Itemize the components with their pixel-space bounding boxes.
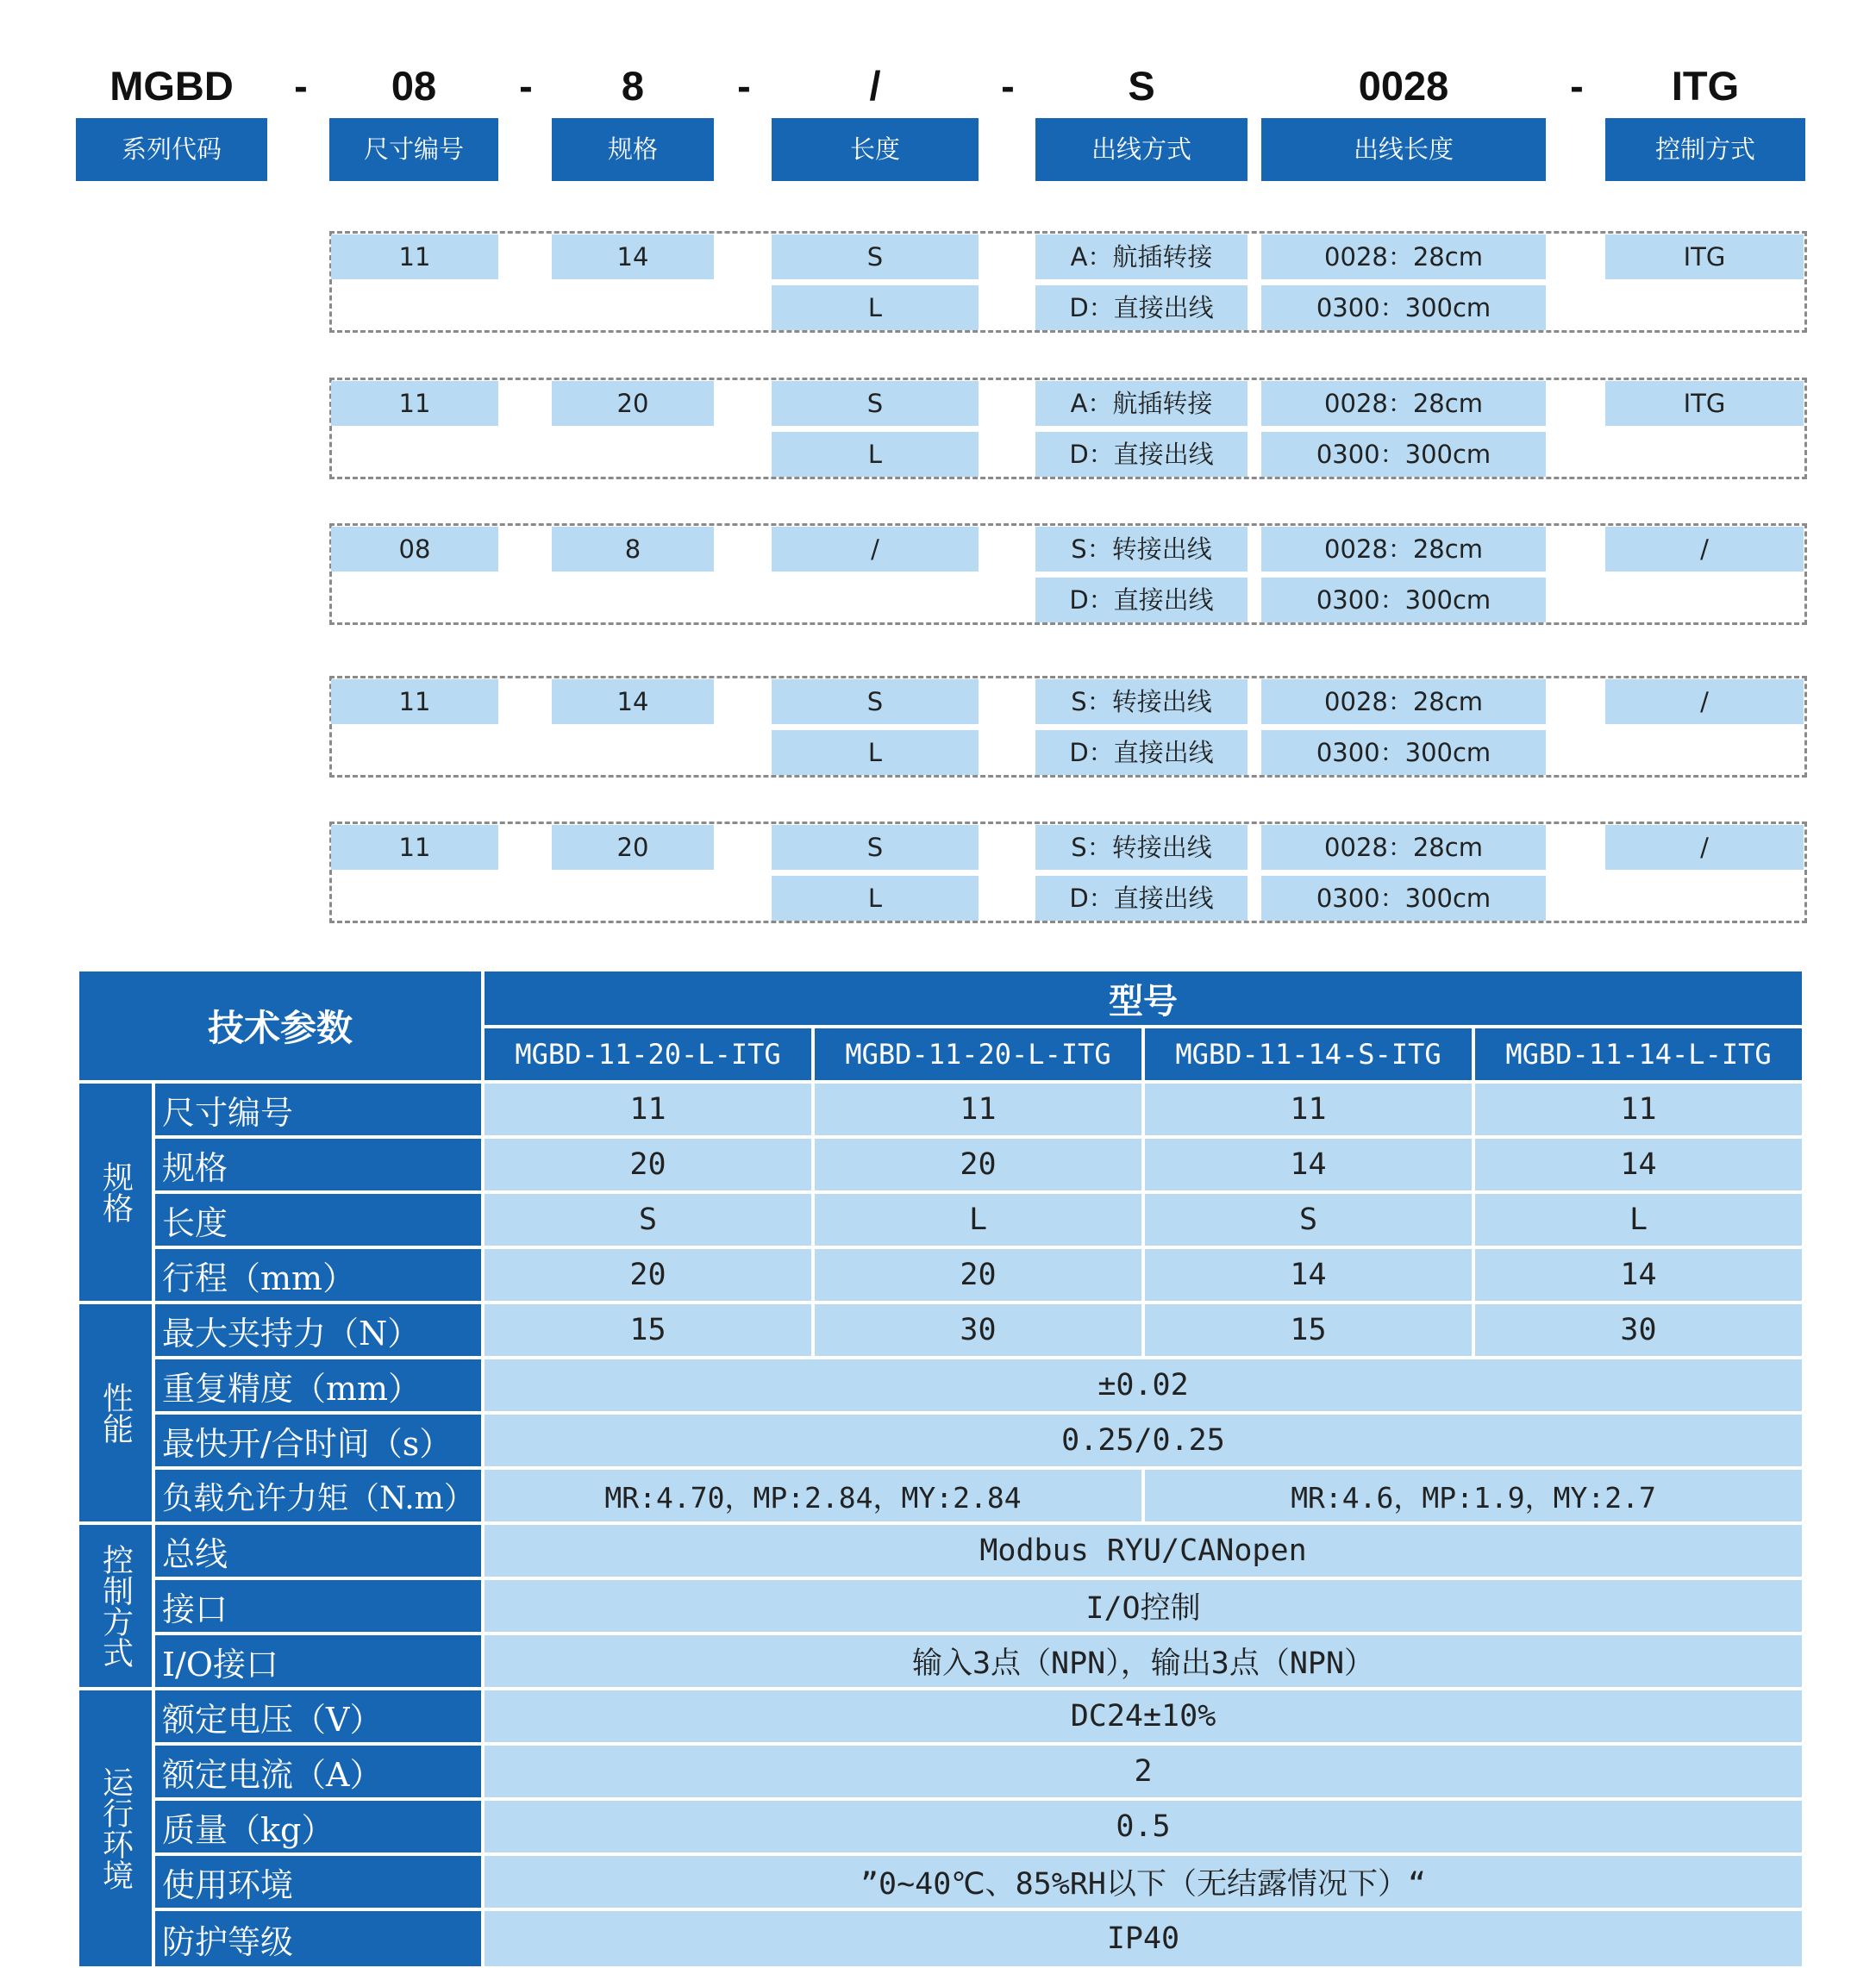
table-cell: L <box>1473 1192 1804 1247</box>
option-spec: 14 <box>552 234 714 279</box>
row-label: 质量（kg） <box>153 1799 483 1854</box>
table-cell: 11 <box>1143 1082 1473 1137</box>
option-outlet: D：直接出线 <box>1035 578 1248 622</box>
label-size-number: 尺寸编号 <box>329 118 498 181</box>
row-label: 额定电流（A） <box>153 1744 483 1799</box>
option-outlet: D：直接出线 <box>1035 730 1248 775</box>
table-cell-merged: MR:4.70，MP:2.84，MY:2.84 <box>483 1468 1143 1523</box>
row-label: 行程（mm） <box>153 1247 483 1303</box>
option-outlet: A：航插转接 <box>1035 234 1248 279</box>
category-control: 控制方式 <box>78 1523 153 1689</box>
model-column-header: MGBD-11-20-L-ITG <box>483 1027 813 1082</box>
table-cell: 30 <box>1473 1303 1804 1358</box>
category-performance: 性能 <box>78 1303 153 1523</box>
option-size: 11 <box>331 381 498 426</box>
option-outlet: D：直接出线 <box>1035 432 1248 477</box>
option-cable-length: 0300：300cm <box>1261 578 1546 622</box>
row-label: 长度 <box>153 1192 483 1247</box>
row-label: 总线 <box>153 1523 483 1578</box>
option-outlet: S：转接出线 <box>1035 679 1248 724</box>
row-label: 负载允许力矩（N.m） <box>153 1468 483 1523</box>
option-size: 11 <box>331 679 498 724</box>
table-cell-merged: 0.5 <box>483 1799 1804 1854</box>
table-cell-merged: MR:4.6，MP:1.9，MY:2.7 <box>1143 1468 1804 1523</box>
option-control: / <box>1605 679 1804 724</box>
option-cable-length: 0028：28cm <box>1261 234 1546 279</box>
table-cell-merged: ”0~40℃、85%RH以下（无结露情况下）“ <box>483 1854 1804 1909</box>
option-outlet: S：转接出线 <box>1035 527 1248 572</box>
table-cell: 20 <box>813 1137 1143 1192</box>
option-outlet: A：航插转接 <box>1035 381 1248 426</box>
table-cell-merged: 输入3点（NPN），输出3点（NPN） <box>483 1634 1804 1689</box>
row-label: 最快开/合时间（s） <box>153 1413 483 1468</box>
table-cell: 14 <box>1143 1247 1473 1303</box>
option-length: L <box>772 432 979 477</box>
table-cell-merged: ±0.02 <box>483 1358 1804 1413</box>
row-label: 防护等级 <box>153 1909 483 1968</box>
option-outlet: D：直接出线 <box>1035 876 1248 921</box>
code-separator: - <box>1570 63 1584 109</box>
table-cell: 15 <box>483 1303 813 1358</box>
option-spec: 8 <box>552 527 714 572</box>
option-cable-length: 0300：300cm <box>1261 876 1546 921</box>
row-label: 尺寸编号 <box>153 1082 483 1137</box>
option-size: 08 <box>331 527 498 572</box>
table-cell-merged: 0.25/0.25 <box>483 1413 1804 1468</box>
option-cable-length: 0028：28cm <box>1261 825 1546 870</box>
option-control: / <box>1605 825 1804 870</box>
option-size: 11 <box>331 234 498 279</box>
option-length: L <box>772 285 979 330</box>
code-part-outlet: S <box>1128 63 1155 109</box>
code-part-control: ITG <box>1671 63 1740 109</box>
option-control: ITG <box>1605 234 1804 279</box>
label-cable-length: 出线长度 <box>1261 118 1546 181</box>
table-cell-merged: 2 <box>483 1744 1804 1799</box>
option-length: S <box>772 679 979 724</box>
table-cell: S <box>483 1192 813 1247</box>
table-header-params: 技术参数 <box>78 970 483 1082</box>
option-spec: 20 <box>552 381 714 426</box>
table-cell: 20 <box>813 1247 1143 1303</box>
option-cable-length: 0300：300cm <box>1261 730 1546 775</box>
model-column-header: MGBD-11-20-L-ITG <box>813 1027 1143 1082</box>
option-spec: 14 <box>552 679 714 724</box>
option-cable-length: 0028：28cm <box>1261 679 1546 724</box>
table-cell: 11 <box>813 1082 1143 1137</box>
table-cell: 11 <box>1473 1082 1804 1137</box>
label-spec: 规格 <box>552 118 714 181</box>
label-length: 长度 <box>772 118 979 181</box>
option-length: L <box>772 730 979 775</box>
code-separator: - <box>737 63 751 109</box>
option-outlet: S：转接出线 <box>1035 825 1248 870</box>
table-cell: 11 <box>483 1082 813 1137</box>
option-control: ITG <box>1605 381 1804 426</box>
row-label: 接口 <box>153 1578 483 1634</box>
option-cable-length: 0028：28cm <box>1261 527 1546 572</box>
model-column-header: MGBD-11-14-S-ITG <box>1143 1027 1473 1082</box>
table-cell: 20 <box>483 1137 813 1192</box>
table-cell: L <box>813 1192 1143 1247</box>
option-cable-length: 0300：300cm <box>1261 432 1546 477</box>
code-part-cable-length: 0028 <box>1358 63 1449 109</box>
table-cell: 14 <box>1143 1137 1473 1192</box>
table-cell-merged: DC24±10% <box>483 1689 1804 1744</box>
row-label: I/O接口 <box>153 1634 483 1689</box>
option-outlet: D：直接出线 <box>1035 285 1248 330</box>
label-outlet-method: 出线方式 <box>1035 118 1248 181</box>
table-cell: S <box>1143 1192 1473 1247</box>
option-length: S <box>772 381 979 426</box>
code-part-length: / <box>869 63 881 109</box>
table-header-model: 型号 <box>483 970 1804 1027</box>
option-size: 11 <box>331 825 498 870</box>
table-cell-merged: Modbus RYU/CANopen <box>483 1523 1804 1578</box>
category-environment: 运行环境 <box>78 1689 153 1968</box>
code-separator: - <box>519 63 533 109</box>
row-label: 规格 <box>153 1137 483 1192</box>
table-cell: 14 <box>1473 1137 1804 1192</box>
code-separator: - <box>1001 63 1015 109</box>
code-part-series: MGBD <box>109 63 234 109</box>
option-length: L <box>772 876 979 921</box>
model-column-header: MGBD-11-14-L-ITG <box>1473 1027 1804 1082</box>
code-part-size: 08 <box>391 63 437 109</box>
table-cell: 15 <box>1143 1303 1473 1358</box>
code-part-spec: 8 <box>621 63 645 109</box>
option-length: S <box>772 234 979 279</box>
label-control-method: 控制方式 <box>1605 118 1805 181</box>
option-cable-length: 0028：28cm <box>1261 381 1546 426</box>
category-spec: 规格 <box>78 1082 153 1303</box>
row-label: 重复精度（mm） <box>153 1358 483 1413</box>
row-label: 最大夹持力（N） <box>153 1303 483 1358</box>
option-length: / <box>772 527 979 572</box>
option-spec: 20 <box>552 825 714 870</box>
option-length: S <box>772 825 979 870</box>
table-cell: 20 <box>483 1247 813 1303</box>
row-label: 使用环境 <box>153 1854 483 1909</box>
label-series-code: 系列代码 <box>76 118 267 181</box>
row-label: 额定电压（V） <box>153 1689 483 1744</box>
option-cable-length: 0300：300cm <box>1261 285 1546 330</box>
table-cell: 14 <box>1473 1247 1804 1303</box>
table-cell-merged: I/O控制 <box>483 1578 1804 1634</box>
option-control: / <box>1605 527 1804 572</box>
table-cell-merged: IP40 <box>483 1909 1804 1968</box>
code-separator: - <box>294 63 308 109</box>
table-cell: 30 <box>813 1303 1143 1358</box>
